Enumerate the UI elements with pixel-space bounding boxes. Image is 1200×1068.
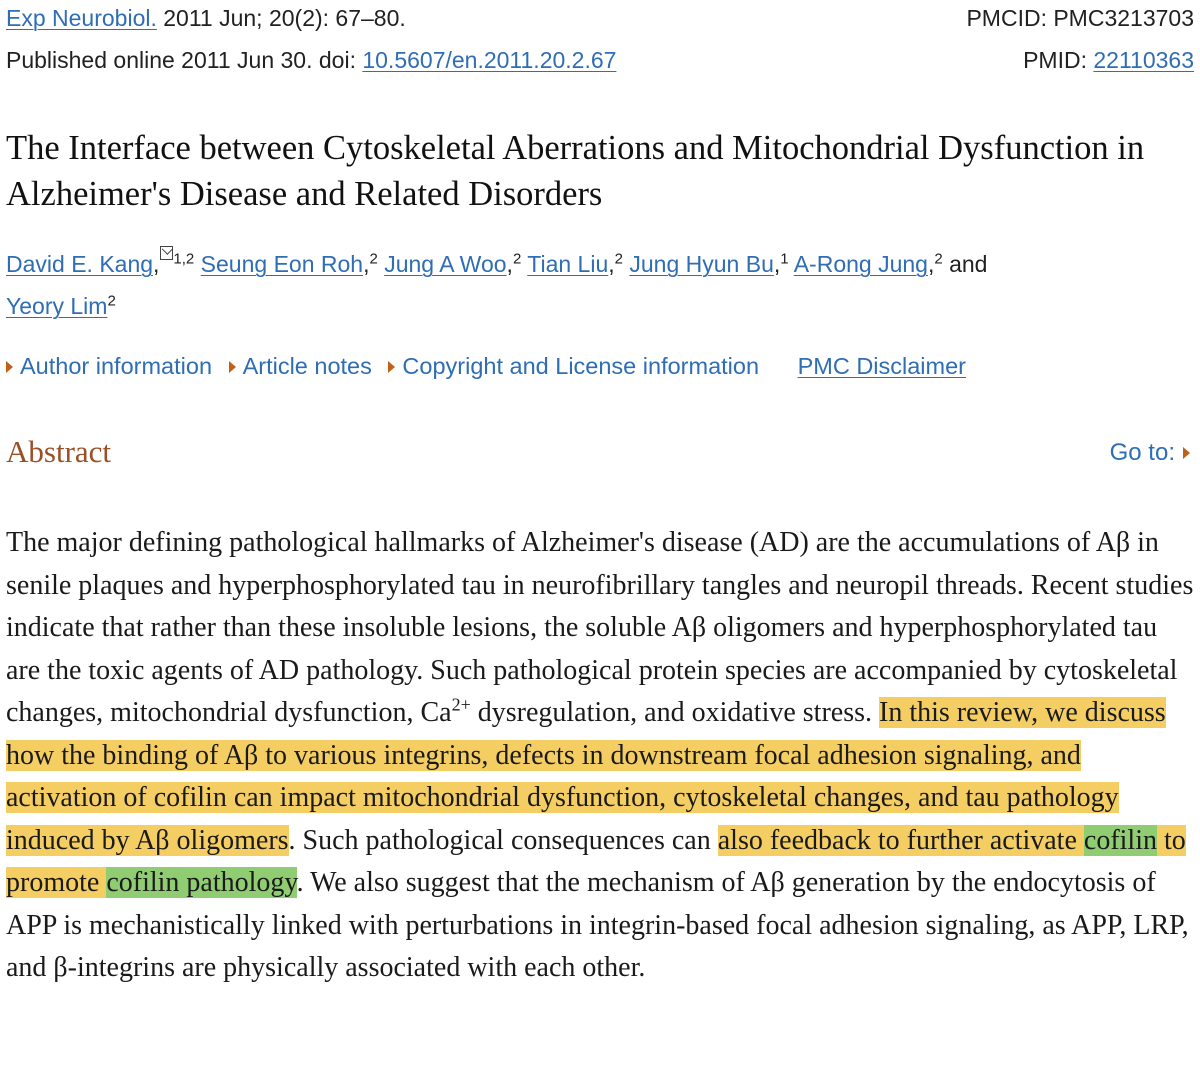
author-affiliation: 1,2: [173, 250, 195, 268]
pmid-line: [1023, 45, 1194, 75]
goto-arrow-icon: [1183, 447, 1190, 459]
author-information-label: Author information: [20, 353, 213, 379]
yellow-highlight: to promote: [6, 824, 1186, 898]
abstract-segment: . Such pathological consequences can: [288, 824, 718, 856]
expand-arrow-icon: [229, 361, 236, 373]
author-list: [6, 243, 1196, 327]
article-info-bar: [6, 350, 966, 382]
citation-date-pages: 2011 Jun; 20(2): 67–80.: [156, 5, 406, 31]
journal-link[interactable]: Exp Neurobiol.: [6, 5, 157, 31]
author-link[interactable]: Seung Eon Roh: [200, 251, 364, 277]
green-highlight: cofilin: [1083, 824, 1157, 856]
author-affiliation: 2: [512, 250, 522, 268]
author-link[interactable]: A-Rong Jung: [793, 251, 928, 277]
yellow-highlight: also feedback to further activate: [717, 824, 1084, 856]
author-information-toggle[interactable]: [6, 353, 212, 379]
pmid-label: PMID:: [1023, 47, 1094, 73]
author-separator: ,: [363, 251, 370, 277]
copyright-label: Copyright and License information: [402, 353, 760, 379]
copyright-toggle[interactable]: [388, 353, 759, 379]
article-notes-toggle[interactable]: [229, 353, 372, 379]
author-link[interactable]: Jung Hyun Bu: [629, 251, 774, 277]
article-title: The Interface between Cytoskeletal Aberrations and Mitochondrial Dysfunction in Alzheimer's Disease and Related Disorders: [6, 129, 1145, 213]
author-separator: ,: [506, 251, 513, 277]
published-prefix: Published online 2011 Jun 30. doi:: [6, 47, 363, 73]
yellow-highlight: In this review, we discuss how the binding of Aβ to various integrins, defects in downstream focal adhesion signaling, and activation of cofilin can impact mitochondrial dysfunction, cytoskeletal changes, and tau pathology induced by Aβ oligomers: [6, 697, 1166, 856]
pmid-link[interactable]: 22110363: [1093, 47, 1194, 73]
published-line: [6, 45, 616, 75]
author-affiliation: 2: [369, 250, 378, 268]
pmcid: PMCID: PMC3213703: [966, 5, 1194, 31]
author-separator: ,: [773, 251, 781, 277]
article-notes-label: Article notes: [242, 353, 372, 379]
goto-label: Go to:: [1109, 439, 1175, 466]
abstract-text: [6, 522, 1196, 990]
abstract-heading: Abstract: [6, 434, 112, 469]
author-link[interactable]: Yeory Lim: [6, 293, 108, 319]
author-link[interactable]: Tian Liu: [527, 251, 609, 277]
abstract-segment: The major defining pathological hallmarks of Alzheimer's disease (AD) are the accumulations of Aβ in senile plaques and hyperphosphorylated tau in neurofibrillary tangles and neuropil threads. Recent studies indicate that rather than these insoluble lesions, the soluble Aβ oligomers and hyperphosphorylated tau are the toxic agents of AD pathology. Such pathological protein species are accompanied by cytoskeletal changes, mitochondrial dysfunction, Ca: [6, 527, 1194, 728]
doi-link[interactable]: 10.5607/en.2011.20.2.67: [362, 47, 617, 73]
goto-menu[interactable]: [1110, 437, 1190, 469]
pmc-disclaimer-link[interactable]: PMC Disclaimer: [797, 353, 966, 379]
email-icon[interactable]: [160, 246, 173, 260]
abstract-segment: . We also suggest that the mechanism of Aβ generation by the endocytosis of APP is mechanistically linked with perturbations in integrin-based focal adhesion signaling, as APP, LRP, and β-integrins are physically associated with each other.: [6, 867, 1189, 983]
author-affiliation: 2: [107, 292, 116, 310]
citation-line: [6, 3, 406, 33]
author-separator: ,: [927, 251, 935, 277]
authors-and: and: [949, 251, 988, 277]
author-link[interactable]: Jung A Woo: [384, 251, 507, 277]
author-separator: ,: [153, 251, 160, 277]
calcium-superscript: 2+: [451, 694, 471, 715]
author-affiliation: 1: [780, 250, 789, 268]
author-link[interactable]: David E. Kang: [6, 251, 154, 277]
abstract-segment: dysregulation, and oxidative stress.: [470, 697, 879, 728]
author-affiliation: 2: [934, 250, 943, 268]
author-separator: ,: [608, 251, 615, 277]
expand-arrow-icon: [388, 361, 395, 373]
author-affiliation: 2: [614, 250, 623, 268]
expand-arrow-icon: [6, 361, 13, 373]
green-highlight: cofilin pathology: [106, 867, 297, 898]
